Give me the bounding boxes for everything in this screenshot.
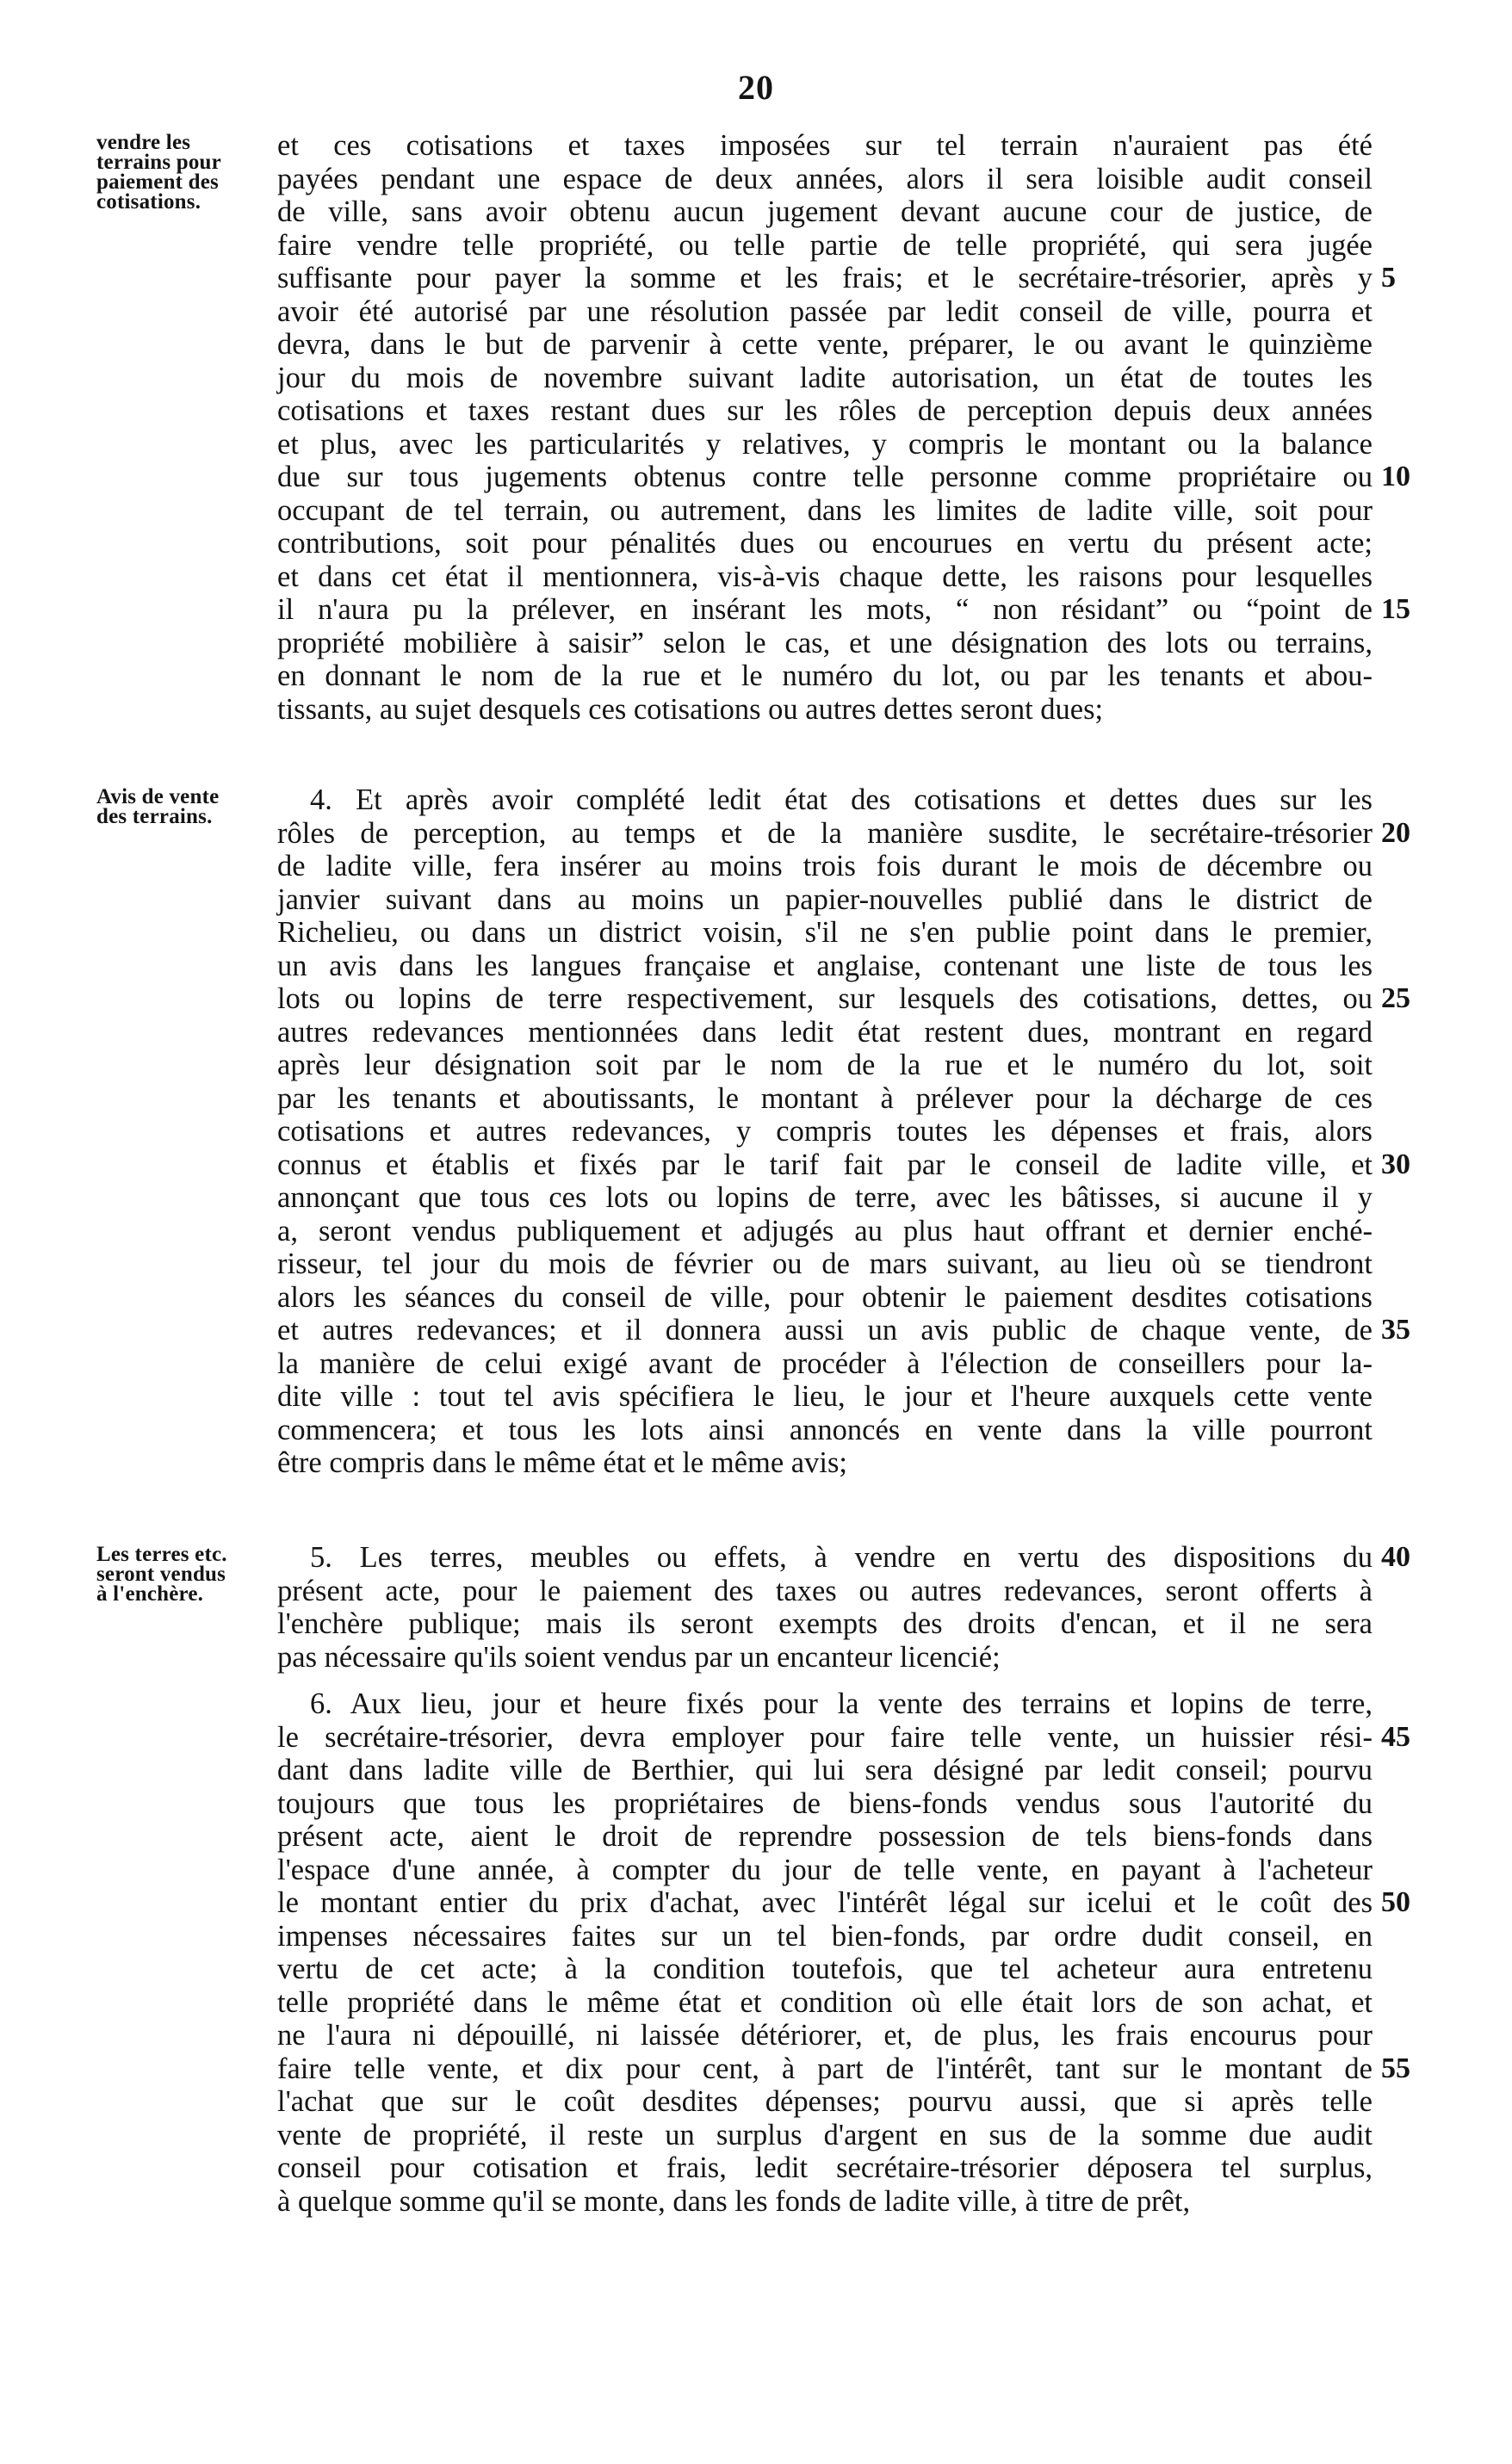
text-line: suffisante pour payer la somme et les frais; et le secrétaire-trésorier, après y xyxy=(277,262,1373,294)
text-line: avoir été autorisé par une résolution passée par ledit conseil de ville, pourra et xyxy=(277,294,1373,328)
text-line: de ville, sans avoir obtenu aucun jugement devant aucune cour de justice, de xyxy=(277,195,1373,228)
text-line: 4. Et après avoir complété ledit état des cotisations et dettes dues sur les xyxy=(310,783,1373,816)
line-number: 55 xyxy=(1381,2052,1410,2084)
margin-note xyxy=(96,1545,277,1604)
margin-note-line: des terrains. xyxy=(96,805,213,828)
text-line: après leur désignation soit par le nom de la rue et le numéro du lot, soit xyxy=(277,1049,1373,1081)
margin-note xyxy=(96,787,277,826)
text-line: il n'aura pu la prélever, en insérant les mots, “ non résidant” ou “point de xyxy=(277,593,1373,626)
text-line: la manière de celui exigé avant de procéder à l'élection de conseillers pour la- xyxy=(277,1347,1373,1380)
text-line: risseur, tel jour du mois de février ou de mars suivant, au lieu où se tiendront xyxy=(277,1247,1373,1280)
text-line: en donnant le nom de la rue et le numéro du lot, ou par les tenants et abou- xyxy=(277,659,1373,692)
text-line: occupant de tel terrain, ou autrement, dans les limites de ladite ville, soit pour xyxy=(277,493,1373,527)
text-line: et plus, avec les particularités y relatives, y compris le montant ou la balance xyxy=(277,427,1373,461)
text-line: cotisations et taxes restant dues sur les rôles de perception depuis deux années xyxy=(277,394,1373,427)
text-line: propriété mobilière à saisir” selon le cas, et une désignation des lots ou terrains, xyxy=(277,626,1373,659)
text-line: rôles de perception, au temps et de la manière susdite, le secrétaire-trésorier xyxy=(277,816,1373,850)
text-line: et autres redevances; et il donnera aussi un avis public de chaque vente, de xyxy=(277,1314,1373,1347)
text-line: due sur tous jugements obtenus contre telle personne comme propriétaire ou xyxy=(277,461,1373,493)
margin-note xyxy=(96,133,277,212)
text-line: payées pendant une espace de deux années, alors il sera loisible audit conseil xyxy=(277,162,1373,195)
margin-note-line: terrains pour xyxy=(96,151,221,174)
body-text xyxy=(277,1541,1373,1674)
text-line: et dans cet état il mentionnera, vis-à-vis chaque dette, les raisons pour lesquelles xyxy=(277,560,1373,593)
text-line: faire vendre telle propriété, ou telle partie de telle propriété, qui sera jugée xyxy=(277,228,1373,262)
text-line: l'espace d'une année, à compter du jour de telle vente, en payant à l'acheteur xyxy=(277,1853,1373,1886)
line-number: 35 xyxy=(1381,1314,1410,1346)
text-line: l'enchère publique; mais ils seront exempts des droits d'encan, et il ne sera xyxy=(277,1607,1373,1640)
text-line: ne l'aura ni dépouillé, ni laissée détériorer, et, de plus, les frais encourus pour xyxy=(277,2019,1373,2052)
page-number: 20 xyxy=(738,68,774,107)
line-number: 25 xyxy=(1381,982,1410,1014)
body-text xyxy=(277,129,1373,726)
text-line: a, seront vendus publiquement et adjugés au plus haut offrant et dernier enché- xyxy=(277,1214,1373,1247)
text-line: autres redevances mentionnées dans ledit état restent dues, montrant en regard xyxy=(277,1015,1373,1049)
text-line: et ces cotisations et taxes imposées sur tel terrain n'auraient pas été xyxy=(277,129,1373,162)
line-number: 30 xyxy=(1381,1148,1410,1180)
text-line: Richelieu, ou dans un district voisin, s'il ne s'en publie point dans le premier, xyxy=(277,916,1373,949)
text-line: de ladite ville, fera insérer au moins trois fois durant le mois de décembre ou xyxy=(277,850,1373,882)
margin-note-line: Avis de vente xyxy=(96,785,220,808)
text-line: alors les séances du conseil de ville, pour obtenir le paiement desdites cotisations xyxy=(277,1280,1373,1314)
text-line: pas nécessaire qu'ils soient vendus par un encanteur licencié; xyxy=(277,1640,1001,1674)
text-line: le montant entier du prix d'achat, avec l'intérêt légal sur icelui et le coût des xyxy=(277,1886,1373,1919)
text-line: dant dans ladite ville de Berthier, qui lui sera désigné par ledit conseil; pourvu xyxy=(277,1754,1373,1786)
margin-note-line: paiement des xyxy=(96,170,219,194)
text-line: annonçant que tous ces lots ou lopins de terre, avec les bâtisses, si aucune il y xyxy=(277,1181,1373,1214)
text-line: janvier suivant dans au moins un papier-nouvelles publié dans le district de xyxy=(277,882,1373,916)
line-number: 20 xyxy=(1381,816,1410,849)
text-line: devra, dans le but de parvenir à cette vente, préparer, le ou avant le quinzième xyxy=(277,328,1373,361)
text-line: un avis dans les langues française et anglaise, contenant une liste de tous les xyxy=(277,949,1373,982)
body-text xyxy=(277,1687,1373,2218)
text-line: présent acte, aient le droit de reprendre possession de tels biens-fonds dans xyxy=(277,1820,1373,1853)
text-line: cotisations et autres redevances, y compris toutes les dépenses et frais, alors xyxy=(277,1115,1373,1148)
text-line: conseil pour cotisation et frais, ledit secrétaire-trésorier déposera tel surplus, xyxy=(277,2151,1373,2184)
margin-note-line: à l'enchère. xyxy=(96,1582,204,1606)
text-line: par les tenants et aboutissants, le montant à prélever pour la décharge de ces xyxy=(277,1081,1373,1115)
text-line: à quelque somme qu'il se monte, dans les fonds de ladite ville, à titre de prêt, xyxy=(277,2184,1191,2218)
text-line: commencera; et tous les lots ainsi annoncés en vente dans la ville pourront xyxy=(277,1413,1373,1446)
text-line: toujours que tous les propriétaires de biens-fonds vendus sous l'autorité du xyxy=(277,1786,1373,1820)
line-number: 45 xyxy=(1381,1720,1410,1753)
text-line: présent acte, pour le paiement des taxes ou autres redevances, seront offerts à xyxy=(277,1574,1373,1607)
text-line: contributions, soit pour pénalités dues ou encourues en vertu du présent acte; xyxy=(277,527,1373,560)
text-line: lots ou lopins de terre respectivement, sur lesquels des cotisations, dettes, ou xyxy=(277,982,1373,1015)
text-line: jour du mois de novembre suivant ladite autorisation, un état de toutes les xyxy=(277,361,1373,394)
text-line: tissants, au sujet desquels ces cotisations ou autres dettes seront dues; xyxy=(277,692,1104,726)
text-line: telle propriété dans le même état et condition où elle était lors de son achat, et xyxy=(277,1985,1373,2019)
text-line: le secrétaire-trésorier, devra employer pour faire telle vente, un huissier rési- xyxy=(277,1720,1373,1754)
text-line: dite ville : tout tel avis spécifiera le lieu, le jour et l'heure auxquels cette vente xyxy=(277,1380,1373,1413)
text-line: 5. Les terres, meubles ou effets, à vendre en vertu des dispositions du xyxy=(310,1541,1373,1574)
text-line: connus et établis et fixés par le tarif fait par le conseil de ladite ville, et xyxy=(277,1148,1373,1181)
line-number: 5 xyxy=(1381,262,1396,294)
line-number: 10 xyxy=(1381,461,1410,492)
margin-note-line: Les terres etc. xyxy=(96,1543,227,1566)
line-number: 15 xyxy=(1381,593,1410,625)
text-line: être compris dans le même état et le même avis; xyxy=(277,1446,847,1479)
margin-note-line: vendre les xyxy=(96,131,191,154)
text-line: impenses nécessaires faites sur un tel bien-fonds, par ordre dudit conseil, en xyxy=(277,1919,1373,1953)
text-line: vertu de cet acte; à la condition toutefois, que tel acheteur aura entretenu xyxy=(277,1953,1373,1985)
text-line: faire telle vente, et dix pour cent, à part de l'intérêt, tant sur le montant de xyxy=(277,2052,1373,2085)
line-number: 50 xyxy=(1381,1886,1410,1918)
body-text xyxy=(277,783,1373,1480)
text-line: l'achat que sur le coût desdites dépenses; pourvu aussi, que si après telle xyxy=(277,2085,1373,2118)
line-number: 40 xyxy=(1381,1541,1410,1573)
text-line: 6. Aux lieu, jour et heure fixés pour la vente des terrains et lopins de terre, xyxy=(310,1687,1373,1720)
margin-note-line: cotisations. xyxy=(96,190,201,214)
text-line: vente de propriété, il reste un surplus d'argent en sus de la somme due audit xyxy=(277,2118,1373,2151)
margin-note-line: seront vendus xyxy=(96,1563,226,1586)
